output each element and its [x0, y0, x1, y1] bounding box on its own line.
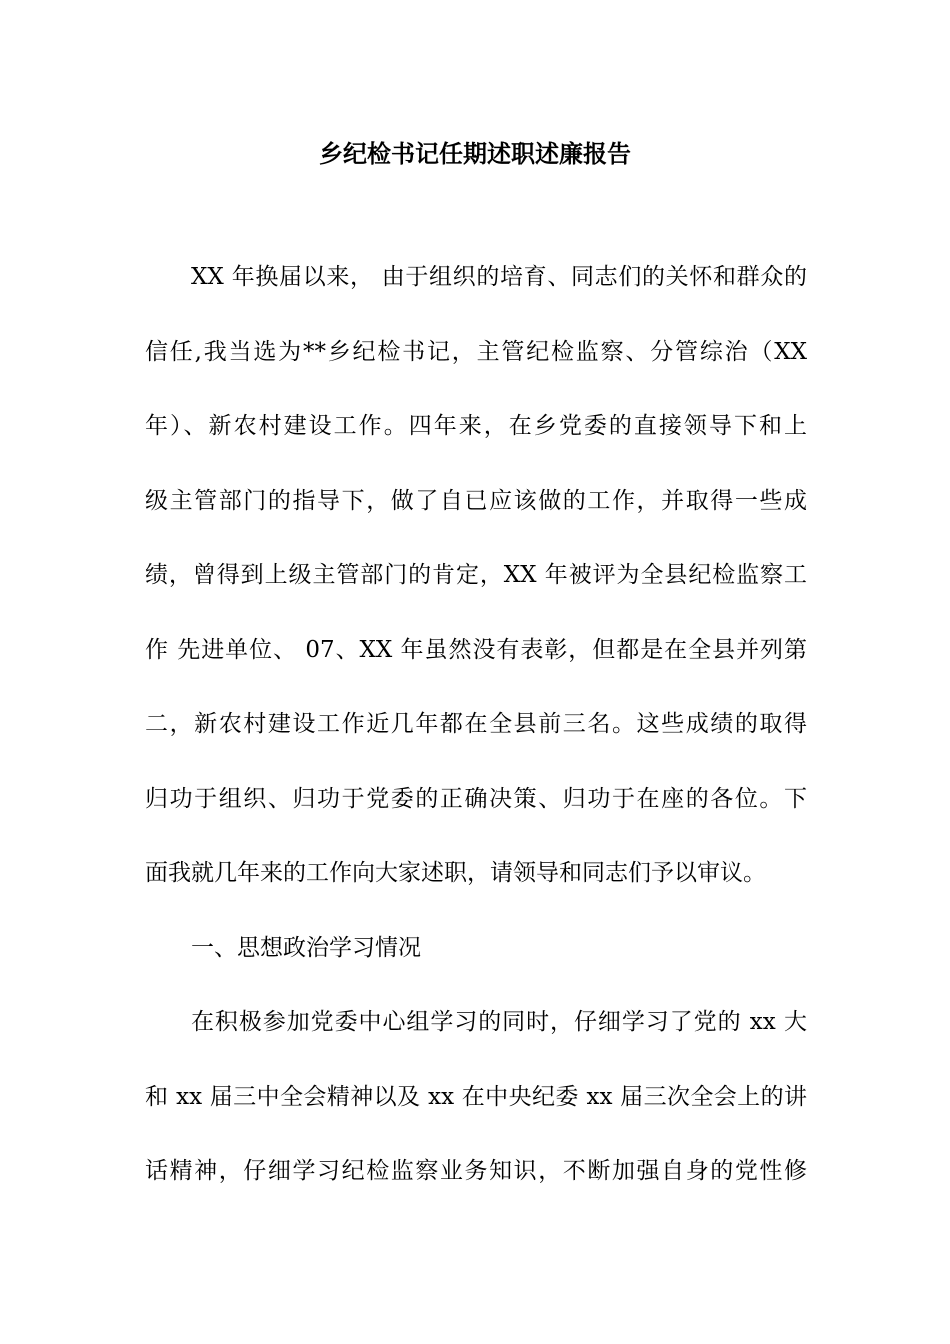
paragraph-line: 话精神，仔细学习纪检监察业务知识，不断加强自身的党性修	[145, 1158, 807, 1184]
document-body	[145, 252, 807, 1221]
paragraph-line: 作 先进单位、 07、XX 年虽然没有表彰，但都是在全县并列第	[145, 636, 807, 663]
paragraph-line: 绩，曾得到上级主管部门的肯定，XX 年被评为全县纪检监察工	[145, 562, 807, 588]
paragraph-line: 归功于组织、归功于党委的正确决策、归功于在座的各位。下	[145, 785, 807, 812]
paragraph-line: 二，新农村建设工作近几年都在全县前三名。这些成绩的取得	[145, 711, 807, 737]
paragraph-line: 级主管部门的指导下，做了自已应该做的工作，并取得一些成	[145, 487, 807, 514]
document-title: 乡纪检书记任期述职述廉报告	[319, 140, 631, 168]
paragraph-line: 面我就几年来的工作向大家述职，请领导和同志们予以审议。	[145, 860, 766, 886]
paragraph-line: 年）、新农村建设工作。四年来，在乡党委的直接领导下和上	[145, 413, 807, 439]
section-heading: 一、思想政治学习情况	[191, 934, 421, 961]
paragraph-line: 信任,我当选为**乡纪检书记，主管纪检监察、分管综治（XX	[145, 338, 807, 365]
paragraph-line: 在积极参加党委中心组学习的同时，仔细学习了党的 xx 大	[191, 1009, 807, 1035]
paragraph-line: XX 年换届以来， 由于组织的培育、同志们的关怀和群众的	[191, 264, 807, 290]
paragraph-line: 和 xx 届三中全会精神以及 xx 在中央纪委 xx 届三次全会上的讲	[145, 1083, 807, 1110]
